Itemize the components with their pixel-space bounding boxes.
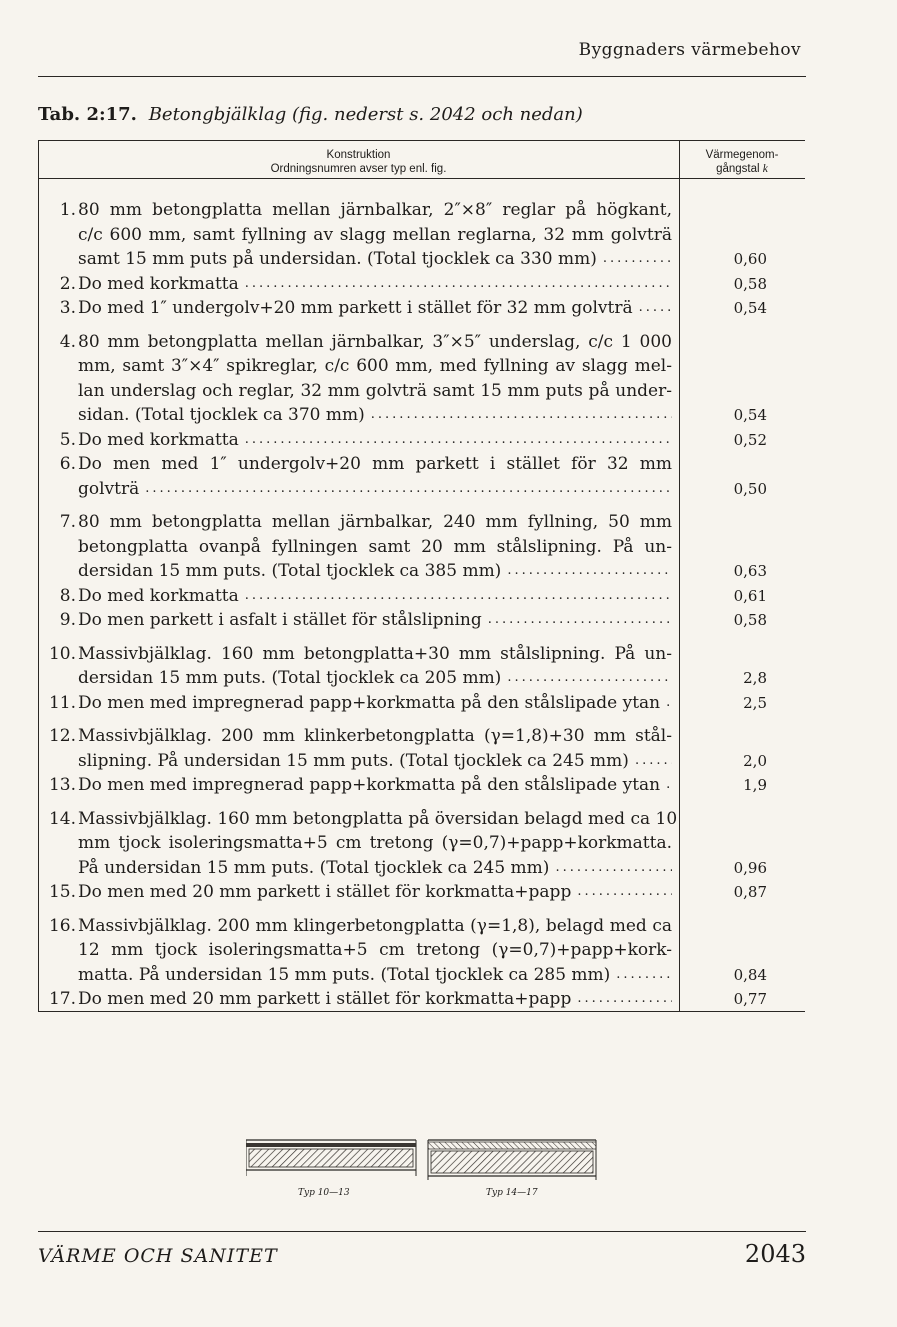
row-line <box>78 608 672 633</box>
row-number: 13. <box>48 775 76 795</box>
row-line <box>78 987 672 1012</box>
row-number: 17. <box>48 989 76 1009</box>
row-k-value: 0,54 <box>733 299 767 317</box>
row-k-value-cell <box>679 272 805 297</box>
column-header-k <box>679 148 805 176</box>
row-line-text: Do men med impregnerad papp+korkmatta på den stålslipade ytan <box>78 775 661 795</box>
dot-leader <box>603 247 672 272</box>
row-description <box>78 987 672 1012</box>
dot-leader <box>245 584 672 609</box>
dot-leader <box>666 691 672 716</box>
row-k-value-cell <box>679 584 805 609</box>
k-symbol: k <box>762 163 768 175</box>
row-k-value-cell <box>679 856 805 881</box>
row-number: 9. <box>59 610 76 630</box>
row-line: mm, samt 3″×4″ spikreglar, c/c 600 mm, med fyllning av slagg mel- <box>78 356 672 376</box>
row-line <box>78 856 672 881</box>
row-number: 6. <box>59 454 76 474</box>
construction-figures <box>246 1136 598 1206</box>
row-line: mm tjock isoleringsmatta+5 cm tretong (γ=0,7)+papp+korkmatta. <box>78 833 672 853</box>
dot-leader <box>145 477 672 502</box>
row-number: 11. <box>48 692 76 713</box>
row-line-text: Do men med impregnerad papp+korkmatta på den stålslipade ytan <box>78 692 661 713</box>
row-number: 5. <box>59 429 76 450</box>
footer-title: VÄRME OCH SANITET <box>38 1245 278 1267</box>
row-line <box>78 666 672 691</box>
row-line: c/c 600 mm, samt fyllning av slagg mellan reglarna, 32 mm golvträ <box>78 224 672 245</box>
row-line-text: På undersidan 15 mm puts. (Total tjocklek ca 245 mm) <box>78 857 550 878</box>
section-drawing-type-14-17 <box>428 1140 596 1180</box>
row-line: betongplatta ovanpå fyllningen samt 20 mm stålslipning. På un- <box>78 536 672 557</box>
row-k-value-cell <box>679 247 805 272</box>
footer-rule <box>38 1231 806 1232</box>
row-line <box>78 296 672 321</box>
dot-leader <box>635 749 672 774</box>
dot-leader <box>616 963 672 988</box>
row-line-text: samt 15 mm puts på undersidan. (Total tjocklek ca 330 mm) <box>78 249 597 269</box>
column-header-construction-note: Ordningsnumren avser typ enl. fig. <box>270 163 447 175</box>
row-description <box>78 642 672 691</box>
row-k-value: 0,50 <box>733 479 767 498</box>
row-line-text: Do med korkmatta <box>78 273 239 294</box>
row-k-value-cell <box>679 477 805 502</box>
row-line: Massivbjälklag. 160 mm betongplatta på översidan belagd med ca 10 <box>78 808 678 829</box>
row-k-value-cell <box>679 749 805 774</box>
row-line-text: slipning. På undersidan 15 mm puts. (Total tjocklek ca 245 mm) <box>78 750 629 771</box>
row-line-text: Do men med 20 mm parkett i stället för korkmatta+papp <box>78 989 572 1009</box>
row-line: 80 mm betongplatta mellan järnbalkar, 3″×5″ underslag, c/c 1 000 <box>78 331 672 352</box>
row-line <box>78 272 672 297</box>
dot-leader <box>507 666 672 691</box>
row-k-value-cell <box>679 666 805 691</box>
row-k-value-cell <box>679 773 805 798</box>
row-line-text: matta. På undersidan 15 mm puts. (Total tjocklek ca 285 mm) <box>78 964 611 985</box>
row-description <box>78 296 672 321</box>
column-header-k-title: Värmegenom- <box>705 149 779 161</box>
row-k-value: 0,96 <box>733 858 767 877</box>
row-description <box>78 428 672 453</box>
row-line: 80 mm betongplatta mellan järnbalkar, 240 mm fyllning, 50 mm <box>78 512 672 532</box>
row-k-value: 2,8 <box>743 669 767 687</box>
table-header-rule <box>38 178 805 179</box>
table-title: Betongbjälklag (fig. nederst s. 2042 och nedan) <box>148 104 583 125</box>
row-line: 80 mm betongplatta mellan järnbalkar, 2″×8″ reglar på högkant, <box>78 200 672 220</box>
row-k-value: 0,52 <box>733 430 767 449</box>
dot-leader <box>371 403 672 428</box>
row-k-value: 0,77 <box>733 990 767 1008</box>
dot-leader <box>577 880 672 905</box>
row-k-value-cell <box>679 296 805 321</box>
row-description <box>78 272 672 297</box>
running-header: Byggnaders värmebehov <box>578 40 801 60</box>
row-k-value: 0,63 <box>733 562 767 580</box>
row-line <box>78 477 672 502</box>
row-line-text: dersidan 15 mm puts. (Total tjocklek ca 205 mm) <box>78 668 502 688</box>
row-line <box>78 403 672 428</box>
dot-leader <box>245 428 672 453</box>
row-line <box>78 963 672 988</box>
row-k-value-cell <box>679 987 805 1012</box>
table-left-border <box>38 141 39 1011</box>
row-number: 10. <box>48 643 76 664</box>
row-k-value-cell <box>679 608 805 633</box>
row-line <box>78 247 672 272</box>
row-k-value-cell <box>679 559 805 584</box>
row-k-value: 0,58 <box>733 274 767 293</box>
row-k-value-cell <box>679 880 805 905</box>
row-line: Massivbjälklag. 200 mm klinkerbetongplatta (γ=1,8)+30 mm stål- <box>78 726 672 746</box>
row-description <box>78 608 672 633</box>
row-description <box>78 773 672 798</box>
row-line: Massivbjälklag. 160 mm betongplatta+30 mm stålslipning. På un- <box>78 643 672 664</box>
row-k-value: 0,58 <box>733 611 767 629</box>
row-line-text: Do med 1″ undergolv+20 mm parkett i stället för 32 mm golvträ <box>78 298 633 318</box>
row-number: 3. <box>59 298 76 318</box>
column-header-construction-title: Konstruktion <box>326 149 391 161</box>
row-description <box>78 330 672 428</box>
dot-leader <box>639 296 672 321</box>
row-line-text: golvträ <box>78 478 140 499</box>
row-description <box>78 724 672 773</box>
table-number: Tab. 2:17. <box>38 104 137 125</box>
dot-leader <box>488 608 672 633</box>
row-description <box>78 452 672 501</box>
row-line <box>78 559 672 584</box>
row-k-value: 0,84 <box>733 965 767 984</box>
row-number: 2. <box>59 273 76 294</box>
dot-leader <box>507 559 672 584</box>
row-k-value-cell <box>679 963 805 988</box>
row-description <box>78 807 678 881</box>
section-drawing-type-10-13 <box>246 1140 416 1176</box>
row-description <box>78 198 672 272</box>
row-description <box>78 880 672 905</box>
dot-leader <box>666 773 672 798</box>
row-line-text: Do men parkett i asfalt i stället för stålslipning <box>78 610 482 630</box>
row-line <box>78 584 672 609</box>
row-line-text: dersidan 15 mm puts. (Total tjocklek ca 385 mm) <box>78 561 502 581</box>
row-number: 7. <box>59 512 76 532</box>
row-number: 8. <box>59 585 76 606</box>
column-header-k-subtitle: gångstal k <box>716 163 768 175</box>
row-line: Massivbjälklag. 200 mm klingerbetongplatta (γ=1,8), belagd med ca <box>78 915 672 936</box>
row-line <box>78 691 672 716</box>
floor-section-drawings <box>246 1136 598 1188</box>
row-line <box>78 773 672 798</box>
row-k-value-cell <box>679 691 805 716</box>
header-rule <box>38 76 806 77</box>
row-description <box>78 584 672 609</box>
row-number: 15. <box>48 882 76 902</box>
row-k-value: 0,61 <box>733 586 767 605</box>
row-number: 1. <box>59 200 76 220</box>
row-line-text: Do med korkmatta <box>78 429 239 450</box>
figure-label-type-10-13: Typ 10—13 <box>298 1188 350 1198</box>
row-number: 12. <box>48 726 76 746</box>
row-line-text: Do med korkmatta <box>78 585 239 606</box>
column-header-construction <box>38 148 679 176</box>
dot-leader <box>577 987 672 1012</box>
data-table <box>38 140 805 1012</box>
dot-leader <box>555 856 672 881</box>
row-description <box>78 510 672 584</box>
row-k-value: 0,87 <box>733 883 767 901</box>
row-line: Do men med 1″ undergolv+20 mm parkett i stället för 32 mm <box>78 454 672 474</box>
row-line: 12 mm tjock isoleringsmatta+5 cm tretong (γ=0,7)+papp+kork- <box>78 940 672 960</box>
table-caption <box>38 104 583 125</box>
row-k-value: 0,60 <box>733 250 767 268</box>
row-line <box>78 880 672 905</box>
row-line-text: Do men med 20 mm parkett i stället för korkmatta+papp <box>78 882 572 902</box>
row-description <box>78 691 672 716</box>
row-k-value: 2,5 <box>743 693 767 712</box>
row-line: lan underslag och reglar, 32 mm golvträ samt 15 mm puts på under- <box>78 380 672 401</box>
row-k-value-cell <box>679 403 805 428</box>
row-line <box>78 749 672 774</box>
row-k-value: 2,0 <box>743 751 767 770</box>
row-description <box>78 914 672 988</box>
row-k-value-cell <box>679 428 805 453</box>
row-number: 4. <box>59 331 76 352</box>
row-number: 14. <box>48 808 76 829</box>
row-number: 16. <box>48 915 76 936</box>
page-number: 2043 <box>744 1240 806 1268</box>
row-line <box>78 428 672 453</box>
row-k-value: 0,54 <box>733 406 767 424</box>
row-line-text: sidan. (Total tjocklek ca 370 mm) <box>78 405 365 425</box>
dot-leader <box>245 272 672 297</box>
figure-label-type-14-17: Typ 14—17 <box>486 1188 538 1198</box>
row-k-value: 1,9 <box>743 776 767 794</box>
